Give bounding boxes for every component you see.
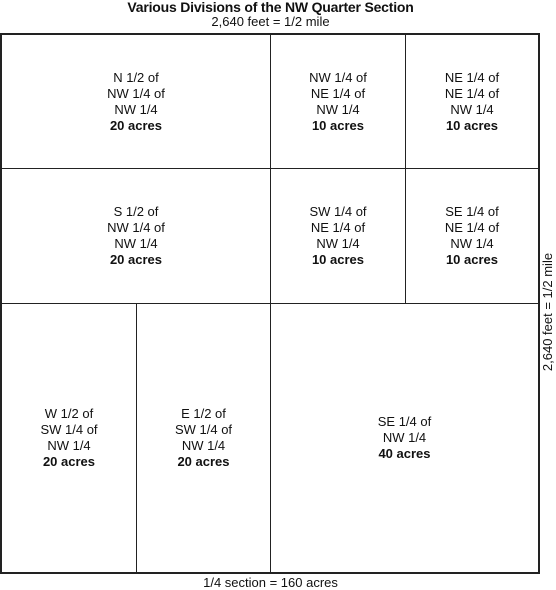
parcel-line: NW 1/4 of [107,220,165,235]
parcel-line: NW 1/4 [382,430,427,445]
parcel-acres: 10 acres [445,117,499,133]
parcel-acres: 10 acres [445,252,499,267]
parcel-w-half-sw-nw [1,303,137,573]
parcel-acres: 40 acres [378,446,431,461]
parcel-line: N 1/2 of [113,69,159,85]
parcel-line: NE 1/4 of [444,85,500,101]
parcel-nw-ne-nw [270,34,406,169]
parcel-acres: 20 acres [177,454,230,469]
diagram-title: Various Divisions of the NW Quarter Section [127,0,414,15]
parcel-line: NW 1/4 [114,236,158,251]
parcel-line: NW 1/4 [47,438,91,453]
parcel-acres: 20 acres [109,252,163,267]
parcel-sw-ne-nw [270,168,406,304]
parcel-line: W 1/2 of [44,406,94,421]
parcel-line: NW 1/4 [316,236,360,251]
parcel-n-half-nw-nw [1,34,271,169]
parcel-e-half-sw-nw [136,303,271,573]
parcel-line: E 1/2 of [181,406,226,421]
parcel-line: S 1/2 of [113,204,159,219]
parcel-line: SW 1/4 of [309,204,367,219]
parcel-line: NW 1/4 [181,438,226,453]
parcel-line: NW 1/4 [316,101,360,117]
parcel-line: NW 1/4 of [107,85,165,101]
parcel-acres: 10 acres [311,117,365,133]
parcel-line: NW 1/4 [450,101,494,117]
parcel-se-nw [270,303,539,573]
parcel-line: NE 1/4 of [310,220,366,235]
parcel-line: NW 1/4 [450,236,494,251]
parcel-line: NE 1/4 of [444,69,500,85]
parcel-line: SE 1/4 of [377,414,432,429]
parcel-acres: 20 acres [42,454,96,469]
quarter-section-grid [0,33,540,574]
parcel-line: NE 1/4 of [310,85,366,101]
side-dimension-label: 2,640 feet = 1/2 mile [540,252,555,372]
parcel-line: SW 1/4 of [40,422,98,437]
parcel-line: SE 1/4 of [445,204,499,219]
bottom-area-label: 1/4 section = 160 acres [203,575,338,590]
parcel-acres: 10 acres [311,252,365,267]
parcel-line: SW 1/4 of [174,422,233,437]
parcel-line: NW 1/4 [114,101,158,117]
parcel-s-half-nw-nw [1,168,271,304]
parcel-line: NE 1/4 of [444,220,500,235]
parcel-line: NW 1/4 of [309,69,367,85]
parcel-se-ne-nw [405,168,539,304]
top-dimension-label: 2,640 feet = 1/2 mile [211,14,330,29]
parcel-ne-ne-nw [405,34,539,169]
parcel-acres: 20 acres [109,117,163,133]
